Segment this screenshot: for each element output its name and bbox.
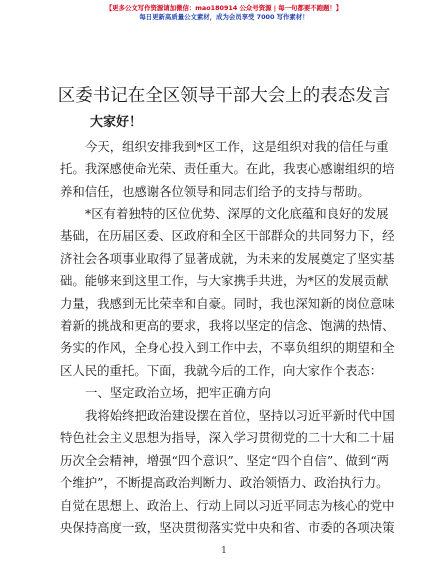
paragraph-line: 历次全会精神，增强“四个意识”、坚定“四个自信”、做到“两 xyxy=(60,452,390,468)
paragraph-line: 济社会各项事业取得了显著成就，为未来的发展奠定了坚实基 xyxy=(60,250,395,266)
paragraph-line: 着新的挑战和更高的要求，我将以坚定的信念、饱满的热情、 xyxy=(60,318,395,334)
greeting: 大家好！ xyxy=(90,115,143,130)
promo-line-2: 每日更新高质量公文素材，成为会员享受 7000 写作素材！ xyxy=(139,13,309,21)
paragraph-line: 我将始终把政治建设摆在首位，坚持以习近平新时代中国 xyxy=(85,408,395,423)
page-number: 1 xyxy=(221,546,227,556)
paragraph-1 xyxy=(60,136,395,203)
paragraph-line: 基础，在历届区委、区政府和全区干部群众的共同努力下，经 xyxy=(60,228,395,244)
paragraph-line: 务实的作风，全身心投入到工作中去，不辜负组织的期望和全 xyxy=(60,340,395,356)
paragraph-line: 个维护”，不断提高政治判断力、政治领悟力、政治执行力。 xyxy=(60,475,389,491)
section-heading-1 xyxy=(60,382,388,404)
section-heading-text: 一、坚定政治立场，把牢正确方向 xyxy=(85,385,271,400)
paragraph-line: 央保持高度一致，坚决贯彻落实党中央和省、市委的各项决策 xyxy=(60,520,395,536)
paragraph-line: 自觉在思想上、政治上、行动上同以习近平同志为核心的党中 xyxy=(60,497,395,513)
paragraph-line: 础。能够来到这里工作，与大家携手共进，为*区的发展贡献 xyxy=(60,273,389,289)
paragraph-line: 今天，组织安排我到*区工作，这是组织对我的信任与重 xyxy=(85,139,389,154)
paragraph-line: 力量，我感到无比荣幸和自豪。同时，我也深知新的岗位意味 xyxy=(60,295,395,311)
paragraph-line: 养和信任，也感谢各位领导和同志们给予的支持与帮助。 xyxy=(60,183,370,199)
paragraph-line: 托。我深感使命光荣、责任重大。在此，我衷心感谢组织的培 xyxy=(60,161,395,177)
paragraph-3 xyxy=(60,405,395,539)
paragraph-2 xyxy=(60,203,395,382)
paragraph-line: *区有着独特的区位优势、深厚的文化底蕴和良好的发展 xyxy=(85,206,389,221)
promo-banner xyxy=(0,4,448,22)
promo-line-1: 【更多公文写作资源请加微信：mao180914 公众号资源 | 每一句都要不跑题！】 xyxy=(105,4,343,12)
paragraph-line: 特色社会主义思想为指导，深入学习贯彻党的二十大和二十届 xyxy=(60,430,395,446)
paragraph-line: 区人民的重托。下面，我就今后的工作，向大家作个表态： xyxy=(60,362,383,378)
document-title: 区委书记在全区领导干部大会上的表态发言 xyxy=(57,86,391,106)
